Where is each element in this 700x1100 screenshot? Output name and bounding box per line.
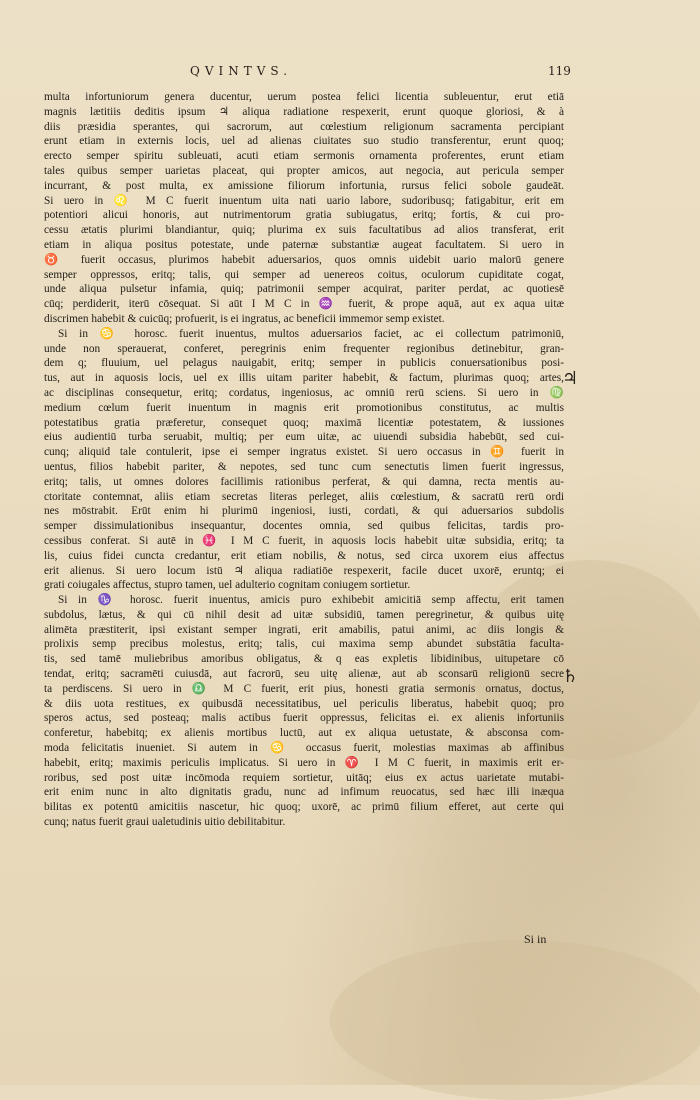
text-line: uentus, filios habebit pariter, & nepotes, sed tunc cum senectutis limen fuerit ingressus, [44, 460, 564, 473]
text-line: moda felicitatis inueniet. Si autem in ♋ occasus fuerit, molestias maximas ab affinibus [44, 742, 564, 755]
text-line: ta perdiscens. Si uero in ♎ M C fuerit, erit pius, honesti gratia sermonis ornatus, doctus, [44, 682, 564, 695]
text-line: speros actus, sed posteaq; malis actibus fuerit oppressus, felicitas ei. ex alienis infortuniis [44, 712, 564, 725]
text-line: bilitas ex potentū amicitiis nascetur, hic quoq; uxorē, ac primū filium efferet, aut certe qui [44, 801, 564, 814]
text-line: lis, cuius fidei cuncta credantur, erit etiam nobilis, & notus, sed circa uxorem eius affectus [44, 549, 564, 562]
text-line: cessu ætatis plurimi blandiantur, quiq; plurima ex suis facultatibus ad alios transferat, erit [44, 224, 564, 237]
text-line: erit alienus. Si uero locum istū ♃ aliqua radiatiōe respexerit, facile ducet uxorē, eruntq; ei [44, 564, 564, 577]
text-line: tis, sed tamē muliebribus amoribus obligatus, & q eas expletis libidinibus, uitupetare cō [44, 653, 564, 666]
text-line: tus, aut in aquosis locis, uel ex illis uitam pariter habebit, & factum, plurimas quoq; artes, [44, 372, 564, 385]
page-number: 119 [548, 64, 571, 78]
saturn-symbol-icon: ♄ [562, 666, 579, 687]
text-line: cessibus conferat. Si autē in ♓ I M C fuerit, in aquosis locis habebit uitæ subsidia, eritq; ta [44, 534, 564, 547]
text-line: Si in ♑ horosc. fuerit inuentus, amicis puro exhibebit amicitiā semp affectu, erit tamen [58, 594, 564, 607]
text-line: unde aliqua pulsetur infamia, quiq; patrimonii semper acquirat, pariter perdat, ac quotiesē [44, 283, 564, 296]
text-line: ctoritate contemnat, aliis etiam secretas literas perleget, aliis cœlestium, & sacratū rerū ordi [44, 490, 564, 503]
running-head: QVINTVS. [190, 64, 293, 78]
text-line: prolixis semp precibus molestus, eritq; talis, cui maxima semp abundet substātia faculta- [44, 638, 564, 651]
water-stain [330, 940, 700, 1100]
text-line: tendat, eritq; sacramēti cuiusdā, aut facrorū, seu uitę alienæ, aut ab sconsarū religionū secre [44, 668, 564, 681]
text-line: erunt etiam in externis locis, uel ad alienas ciuitates suo studio transferentur, erunt quoq; [44, 135, 564, 148]
text-line: cunq; natus fuerit graui ualetudinis uitio debilitabitur. [44, 816, 286, 829]
text-line: nes mōstrabit. Erūt enim hi plurimū ingeniosi, iusti, cordati, & qui aduersarios subdolis [44, 505, 564, 518]
text-line: Si in ♋ horosc. fuerit inuentus, multos aduersarios faciet, ac ei collectum patrimoniū, [58, 327, 564, 340]
text-line: Si uero in ♌ M C fuerit inuentum uita nati uario labore, sudoribusq; fatigabitur, erit em [44, 194, 564, 207]
text-line: tales quibus semper uarietas placeat, qui propter amicos, aut negocia, aut pericula semper [44, 164, 564, 177]
text-line: eritq; talis, ut omnes dolores facillimis rationibus perferat, & qui damna, recta mentis au- [44, 475, 564, 488]
jupiter-symbol-icon: ♃ [562, 368, 579, 389]
text-line: potestatibus gratia præferetur, consequet quoq; maximā licentiæ potestatem, & iussiones [44, 416, 564, 429]
text-line: & diis uota restitues, ex quibusdā necessitatibus, uel periculis liberatus, habebit quoq; pro [44, 697, 564, 710]
text-line: erit enim nunc in alto dignitatis gradu, nunc ad infimum reuocatus, sed hæc illi inæqua [44, 786, 564, 799]
text-line: erecto semper spiritu subleuati, acuti etiam sermonis ornamenta proferentes, erunt etiam [44, 150, 564, 163]
text-line: ac disciplinas consequetur, eritq; cordatus, ingeniosus, ac omniū rerū sciens. Si uero in ♍ [44, 386, 564, 399]
text-line: ♉ fuerit occasus, plurimos habebit aduersarios, quos omnis uidebit uario malorū genere [44, 253, 564, 266]
text-line: cunq; aliquid tale contulerit, ipse ei semper ingratus existet. Si uero occasus in ♊ fuerit in [44, 446, 564, 459]
body-text [44, 90, 564, 830]
text-line: dem q; fluuium, uel pelagus nauigabit, eritq; semper in publicis conuersationibus posi- [44, 357, 564, 370]
text-line: cūq; perdiderit, iterū cōsequat. Si aūt I M C in ♒ fuerit, & prope aquā, aut ex aqua uitæ [44, 298, 564, 311]
text-line: alimēta præstiterit, ipsi existant semper ingrati, erit amabilis, patui animi, ac diis longis & [44, 623, 564, 636]
text-line: medium cœlum fuerit inuentum in magnis erit promotionibus constitutus, ac multis [44, 401, 564, 414]
text-line: magnis lætitiis deditis ipsum ♃ aliqua radiatione respexerit, erunt quoque gloriosi, & à [44, 105, 564, 118]
text-line: semper dissimulationibus insequantur, docentes omnia, sed quibus felicitas, tardis pro- [44, 520, 564, 533]
text-line: grati coiugales affectus, stupro tamen, uel adulterio cognitam coniugem sortietur. [44, 579, 411, 592]
text-line: roribus, sed post uitæ incōmoda requiem sortietur, uitāq; eius ex actus uarietate mutabi- [44, 771, 564, 784]
text-line: subdolus, lætus, & qui cū nihil desit ad uitæ subsidiū, tamen peregrinetur, & quibus uitę [44, 608, 564, 621]
text-line: multa infortuniorum genera ducentur, uerum postea felici licentia subleuentur, erut etiā [44, 91, 564, 103]
text-line: eius audientiū turba seruabit, multiq; per eum uitæ, ac uiuendi subsidia habebūt, sed cui- [44, 431, 564, 444]
text-line: potentiori alicui honoris, aut nutrimentorum gratia subiugatus, eritq; fortis, & cui pro- [44, 209, 564, 222]
text-line: incurrant, & post multa, ex amissione filiorum infortunia, rursus felici sobole gaudeāt. [44, 179, 564, 192]
text-line: discrimen habebit & cuicūq; profuerit, is ei ingratus, ac beneficii immemor semp existet. [44, 312, 445, 325]
text-line: diis præsidia sperantes, qui sacrorum, aut cœlestium religionum sacramenta percipiant [44, 120, 564, 133]
text-line: etiam in aliqua positus potestate, unde paternæ substantiæ augeat facultatem. Si uero in [44, 238, 564, 251]
text-line: semper oppressos, eritq; talis, qui semper ad uenereos coitus, oculorum cupiditate cogat, [44, 268, 564, 281]
text-line: habebit, eritq; maximis periculis implicatus. Si uero in ♈ I M C fuerit, in maximis erit er- [44, 756, 564, 769]
text-line: conferetur, habebitq; ex alienis mortibus luctū, aut ex aliqua uetustate, & absconsa com- [44, 727, 564, 740]
text-line: unde non sperauerat, conferet, peregrinis enim frequenter regionibus detinebitur, gran- [44, 342, 564, 355]
catchword: Si in [524, 932, 547, 946]
